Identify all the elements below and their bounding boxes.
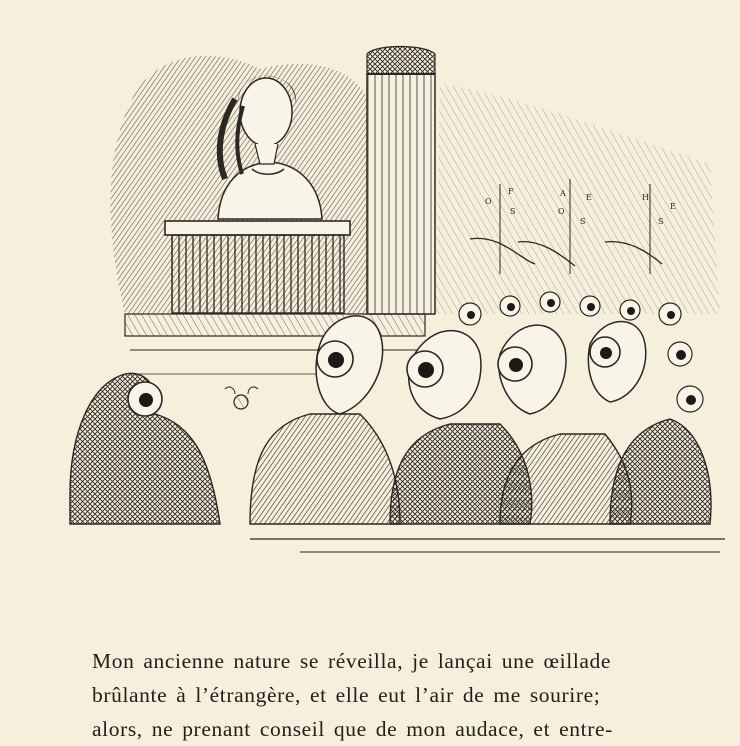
sign-letter: S <box>510 207 516 216</box>
sign-letter: E <box>670 202 676 211</box>
lectern <box>165 221 350 313</box>
sign-letter: F <box>508 187 514 196</box>
body-text <box>92 644 712 746</box>
sign-letter: E <box>586 193 592 202</box>
engraving-illustration <box>30 14 730 564</box>
sign-letter: S <box>580 217 586 226</box>
balcony-rail <box>125 314 430 374</box>
sign-letter: S <box>658 217 664 226</box>
text-line-1: Mon ancienne nature se réveilla, je lançai une œillade <box>92 649 612 673</box>
winged-apple <box>234 395 248 409</box>
sign-letter: O <box>485 197 492 206</box>
sign-letter: A <box>560 189 566 198</box>
sign-letter: O <box>558 207 565 216</box>
column <box>367 47 435 315</box>
text-line-3: alors, ne prenant conseil que de mon audace, et entre- <box>92 717 613 741</box>
theatre-wall-shading <box>435 84 720 314</box>
sign-letter: H <box>642 193 649 202</box>
text-line-2: brûlante à l’étrangère, et elle eut l’air de me sourire; <box>92 683 601 707</box>
